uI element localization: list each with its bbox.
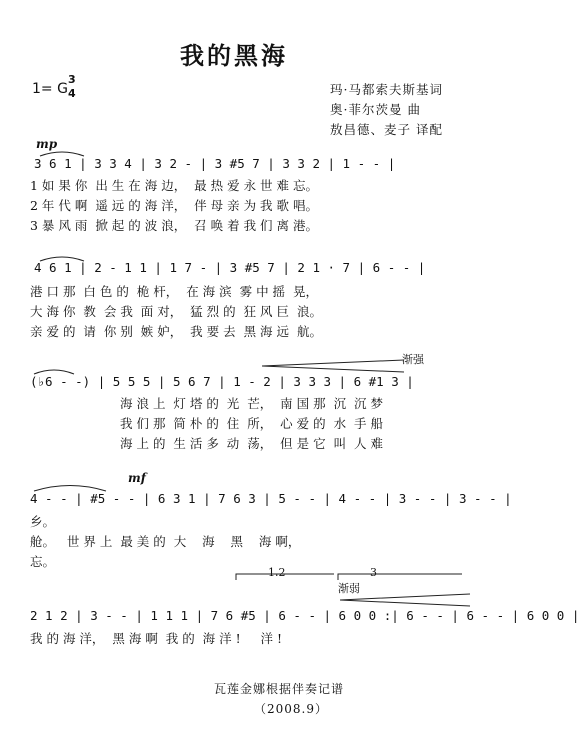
system-1-notes: 3 6 1 | 3 3 4 | 3 2 - | 3 #5 7 | 3 3 2 | 1 - - | [34, 156, 396, 171]
crescendo-hairpin [262, 360, 404, 372]
slur-mark [40, 257, 84, 261]
system-3-lyric-3: 海 上 的 生 活 多 动 荡， 但 是 它 叫 人 难 [120, 436, 383, 451]
system-5-notes: 2 1 2 | 3 - - | 1 1 1 | 7 6 #5 | 6 - - | 6 0 0 :| 6 - - | 6 - - | 6 0 0 | [30, 608, 579, 623]
diminuendo-annotation: 渐弱 [338, 582, 360, 595]
system-3-lyric-1: 海 浪 上 灯 塔 的 光 芒， 南 国 那 沉 沉 梦 [120, 396, 383, 411]
system-5-lyric-1: 我 的 海 洋， 黑 海 啊 我 的 海 洋 ! 洋 ! [30, 631, 283, 646]
transcriber-note: 瓦莲金娜根据伴奏记谱 [214, 682, 345, 696]
lyricist-credit: 玛·马都索夫斯基词 [330, 82, 443, 97]
volta-1-label: 1.2 [268, 566, 286, 579]
key-signature: 1= G [32, 81, 68, 97]
dynamic-mf: mf [128, 471, 146, 485]
page-title: 我的黑海 [180, 41, 288, 70]
system-3-notes: (♭6 - -) | 5 5 5 | 5 6 7 | 1 - 2 | 3 3 3 | 6 #1 3 | [30, 374, 414, 389]
system-4-lyric-1: 乡。 [30, 514, 56, 529]
diminuendo-hairpin [340, 594, 470, 606]
system-2-lyric-2: 大 海 你 教 会 我 面 对， 猛 烈 的 狂 风 巨 浪。 [30, 304, 322, 319]
system-2-lyric-1: 港 口 那 白 色 的 桅 杆， 在 海 滨 雾 中 摇 晃， [30, 284, 318, 299]
translator-credit: 敖昌德、麦子 译配 [330, 122, 443, 137]
volta-1-bracket [236, 574, 334, 580]
system-4-notes: 4 - - | #5 - - | 6 3 1 | 7 6 3 | 5 - - | 4 - - | 3 - - | 3 - - | [30, 491, 512, 506]
crescendo-annotation: 渐强 [402, 353, 424, 366]
system-1-lyric-3: 3 暴 风 雨 掀 起 的 波 浪， 召 唤 着 我 们 离 港。 [30, 218, 319, 233]
volta-2-label: 3 [370, 566, 377, 579]
volta-2-bracket [338, 574, 462, 580]
transcription-date: （2008.9） [254, 702, 328, 716]
slur-mark [40, 152, 84, 156]
system-2-notes: 4 6 1 | 2 - 1 1 | 1 7 - | 3 #5 7 | 2 1 · 7 | 6 - - | [34, 260, 426, 275]
composer-credit: 奥·菲尔茨曼 曲 [330, 102, 421, 117]
system-2-lyric-3: 亲 爱 的 请 你 别 嫉 妒， 我 要 去 黑 海 远 航。 [30, 324, 322, 339]
tie-mark [34, 486, 106, 492]
system-4-lyric-2: 舱。 世 界 上 最 美 的 大 海 黑 海 啊， [30, 534, 301, 549]
system-1-lyric-1: 1 如 果 你 出 生 在 海 边， 最 热 爱 永 世 难 忘。 [30, 178, 319, 193]
time-signature-bottom: 4 [68, 87, 76, 100]
dynamic-mp: mp [36, 137, 58, 151]
slur-mark [34, 370, 74, 374]
system-1-lyric-2: 2 年 代 啊 遥 远 的 海 洋， 伴 母 亲 为 我 歌 唱。 [30, 198, 319, 213]
system-3-lyric-2: 我 们 那 简 朴 的 住 所， 心 爱 的 水 手 船 [120, 416, 383, 431]
time-signature-top: 3 [68, 73, 76, 86]
system-4-lyric-3: 忘。 [30, 554, 56, 569]
